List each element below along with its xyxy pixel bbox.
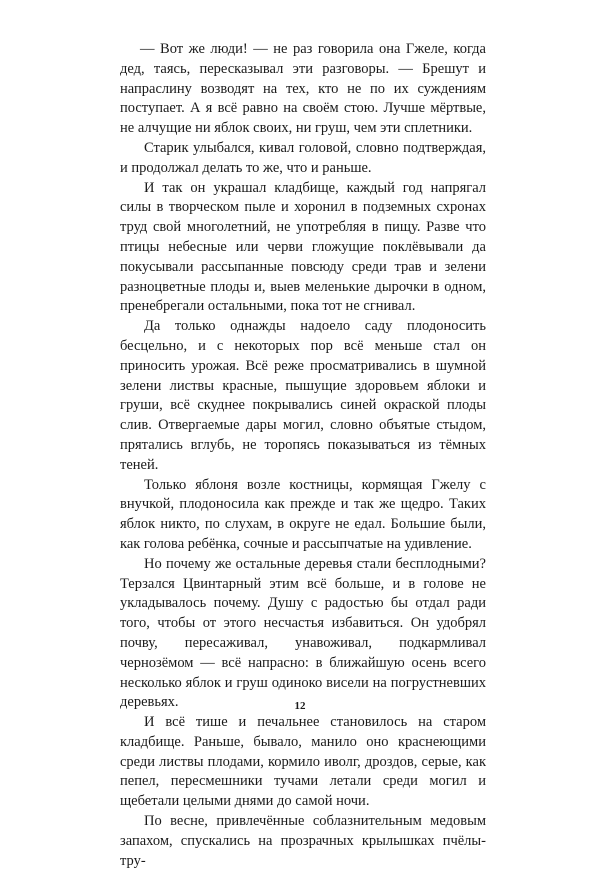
- text-block: [120, 40, 486, 871]
- paragraph-7: И всё тише и печальнее становилось на старом кладбище. Раньше, бывало, манило оно краснеющими среди листвы плодами, кормило иволг, дроздов, серые, как пепел, пересмешники тучами летали среди могил и щебетали целыми днями до самой ночи.: [120, 714, 486, 810]
- paragraph-6: Но почему же остальные деревья стали бесплодными? Терзался Цвинтарный этим всё больше, и в голове не укладывалось почему. Душу с радостью бы отдал ради того, чтобы от этого несчастья избавиться. Он удобрял почву, пересаживал, унавоживал, подкармливал чернозёмом — всё напрасно: в ближайшую осень всего несколько яблок и груш одиноко висели на погрустневших деревьях.: [120, 555, 486, 711]
- paragraph-1: — Вот же люди! — не раз говорила она Гжеле, когда дед, таясь, пересказывал эти разговоры. — Брешут и напраслину возводят на тех, кто не по их суждениям поступает. А я всё равно на своём стою. Лучше мёртвые, не алчущие ни яблок своих, ни груш, чем эти сплетники.: [120, 41, 486, 137]
- paragraph-4: Да только однажды надоело саду плодоносить бесцельно, и с некоторых пор всё меньше стал он приносить урожая. Всё реже просматривались в шумной зелени листвы красные, пышущие здоровьем яблоки и груши, всё скуднее покрывались синей окраской плоды слив. Отвергаемые дары могил, словно объятые стыдом, прятались вглубь, не торопясь показываться из тёмных теней.: [120, 318, 486, 473]
- paragraph-2: Старик улыбался, кивал головой, словно подтверждая, и продолжал делать то же, что и раньше.: [120, 139, 486, 176]
- paragraph-3: И так он украшал кладбище, каждый год напрягал силы в творческом пыле и хоронил в подземных схронах труд свой многолетний, не употребляя в пищу. Разве что птицы небесные или черви гложущие поклёвывали да покусывали рассыпанные повсюду среди трав и зелени разноцветные плоды и, выев меленькие дырочки в одном, пренебрегали остальными, пока тот не сгнивал.: [120, 179, 486, 315]
- page-number: 12: [294, 700, 306, 712]
- paragraph-5: Только яблоня возле костницы, кормящая Гжелу с внучкой, плодоносила как прежде и так же щедро. Таких яблок никто, по слухам, в округе не едал. Большие были, как голова ребёнка, сочные и рассыпчатые на удивление.: [120, 476, 486, 552]
- paragraph-8: По весне, привлечённые соблазнительным медовым запахом, спускались на прозрачных крылышках пчёлы-тру-: [120, 813, 486, 869]
